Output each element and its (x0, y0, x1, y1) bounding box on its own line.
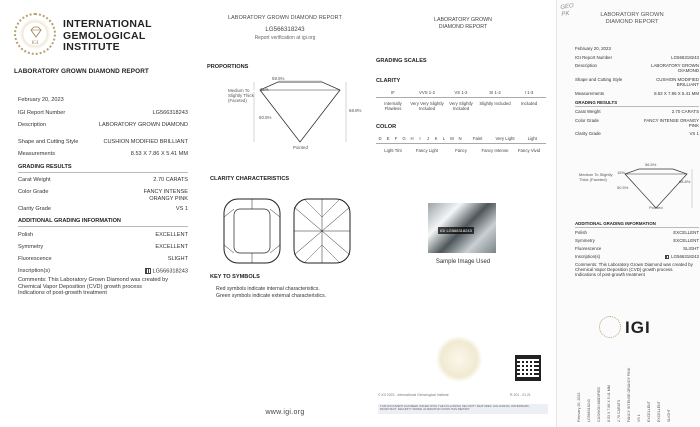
proportions-panel (200, 0, 370, 427)
divider (18, 172, 188, 173)
form-code: R-201 - 01.21 (510, 393, 531, 397)
mid-report-title: LABORATORY GROWN DIAMOND REPORT (227, 15, 343, 21)
table-percent: 59.5% (272, 76, 285, 81)
right-report-title: LABORATORY GROWN DIAMOND REPORT (434, 17, 492, 30)
report-summary-panel: IGI INTERNATIONAL GEMOLOGICAL INSTITUTE LABORATORY GROWN DIAMOND REPORT February 20, 2023 IGI Report Number LG566318243 Description LABORATORY GROWN DIAMOND Shape and Cutting Style CUSHION MODIFIED BRILLIANT Measurements 8.53 X 7.86 X 5.41 MM GRADING RESULTS Carat Weight 2.70 CARATS Color Grade FANCY INTENSE ORANGY PINK Clarity Grade VS 1 ADDITIONAL GRADING INFORMATION Polish EXCELLENT Symmetry EXCELLENT Fluorescence SLIGHT Inscription(s) LG566318243 Comments: This Laboratory Grown Diamond was created by Chemical Vapor Deposition (CVD) growth process Indications of post-growth treatment (0, 0, 200, 427)
card-title: LABORATORY GROWN DIAMOND REPORT (600, 12, 664, 25)
color-letter-row: D E F G H I J K L M N Faint Very Light Light (378, 136, 537, 141)
key-green-text: Green symbols indicate external characteristics. (216, 293, 327, 299)
card-grading-heading: GRADING RESULTS (575, 100, 618, 105)
rot-line: EXCELLENT (647, 401, 651, 422)
pavilion-percent: 50.5% (259, 115, 272, 120)
clarity-desc-row: Internally Flawless Very Very Slightly Included Very Slightly Included Slightly Included Included (384, 101, 538, 111)
divider (575, 106, 699, 107)
sample-inscription-text: IGI LG566318243 (440, 228, 472, 233)
proportions-heading: PROPORTIONS (207, 64, 249, 70)
igi-seal-icon (599, 316, 621, 338)
diamond-icon (29, 25, 43, 39)
color-scale-heading: COLOR (376, 124, 397, 130)
rot-line: EXCELLENT (657, 401, 661, 422)
handwritten-note: GEO PK (560, 3, 575, 18)
fancy-color-row: Light Tint Fancy Light Fancy Fancy Intense Fancy Vivid (384, 148, 541, 153)
security-notice: THIS DOCUMENT HAS BEEN ISSUED WITH THE FOLLOWING SECURITY FEATURES: HOLOGRAM, WATERMARK, MICROTEXT, SECURITY PAPER. ALTERATION VOIDS THIS REPORT. (378, 404, 548, 414)
rot-line: SLIGHT (667, 409, 671, 422)
card-depth-percent: 68.8% (679, 179, 691, 184)
card-table-percent: 56.5% (645, 162, 657, 167)
post-growth-note: Indications of post-growth treatment (18, 290, 107, 297)
rot-line: FANCY INTENSE ORANGY PINK (627, 367, 631, 422)
qr-code[interactable] (515, 355, 541, 381)
report-heading: LABORATORY GROWN DIAMOND REPORT (14, 68, 149, 75)
institute-name: INTERNATIONAL GEMOLOGICAL INSTITUTE (63, 18, 152, 53)
seal-text: IGI (31, 41, 39, 46)
card-additional-heading: ADDITIONAL GRADING INFORMATION (575, 221, 656, 226)
rot-line: 2.70 CARATS (617, 399, 621, 422)
clarity-plot-crown (222, 197, 282, 265)
grading-scales-heading: GRADING SCALES (376, 58, 427, 64)
sample-image-caption: Sample Image Used (435, 259, 491, 265)
clarity-scale-heading: CLARITY (376, 78, 401, 84)
key-to-symbols-heading: KEY TO SYMBOLS (210, 274, 260, 280)
verification-text: Report verification at igi.org (254, 35, 316, 41)
grading-results-heading: GRADING RESULTS (18, 164, 72, 170)
divider (376, 143, 546, 144)
grading-scales-panel (370, 0, 556, 427)
igi-seal-logo (14, 13, 56, 55)
igi-logo (599, 316, 659, 340)
card-girdle-label: Medium To Slightly Thick (Faceted) (579, 172, 613, 182)
divider (575, 227, 699, 228)
depth-percent: 68.8% (349, 108, 362, 113)
card-inscription-qr-icon (665, 255, 669, 259)
igi-logo-text: IGI (625, 318, 651, 337)
rot-line: 8.53 X 7.86 X 5.41 MM (607, 385, 611, 422)
crown-percent: 15% (260, 87, 269, 92)
rot-line: CUSHION MODIFIED (597, 386, 601, 422)
rotated-summary-block (575, 352, 695, 422)
mid-report-number: LG566318243 (265, 26, 305, 33)
comments-text: Comments: This Laboratory Grown Diamond was created by Chemical Vapor Deposition (CVD) growth process Indications of post-growth treatment (18, 277, 188, 297)
girdle-label: Medium To Slightly Thick (Faceted) (228, 88, 254, 103)
rot-line: LG566318243 (587, 399, 591, 422)
card-crown-percent: 15% (617, 170, 626, 175)
card-comments: Comments: This Laboratory Grown Diamond was created by Chemical Vapor Deposition (CVD) growth process. Indications of post-growth treatment (575, 262, 699, 277)
inscription-qr-icon (145, 268, 151, 274)
clarity-characteristics-heading: CLARITY CHARACTERISTICS (210, 176, 290, 182)
additional-grading-heading: ADDITIONAL GRADING INFORMATION (18, 218, 121, 224)
divider (376, 97, 546, 98)
rot-line: February 20, 2023 (577, 392, 581, 422)
rot-line: VS 1 (637, 414, 641, 422)
clarity-grade-row: IF VVS 1-2 VS 1-2 SI 1-2 I 1-3 (391, 90, 534, 95)
divider (18, 226, 188, 227)
copyright-text: © IGI 2023 - International Gemological Institute (378, 393, 449, 397)
card-culet-label: Pointed (649, 205, 663, 210)
card-post-growth: Indications of post-growth treatment (575, 272, 645, 278)
culet-label: Pointed (293, 145, 308, 150)
clarity-plot-pavilion (292, 197, 352, 265)
wallet-card-panel: GEO PK LABORATORY GROWN DIAMOND REPORT February 20, 2023 IGI Report Number LG566318243 Description LABORATORY GROWN DIAMOND Shape and Cutting Style CUSHION MODIFIED BRILLIANT Measurements 8.53 X 7.86 X 5.41 MM GRADING RESULTS Carat Weight 2.70 CARATS Color Grade FANCY INTENSE ORANGY PINK Clarity Grade VS 1 56.5% 15% 50.5% 68.8% Medium To Slightly Thick (Faceted) Pointed ADDITIONAL GRADING INFORMATION Polish EXCELLENT Symmetry EXCELLENT Fluorescence SLIGHT Inscription(s) LG566318243 Comments: This Laboratory Grown Diamond was created by Chemical Vapor Deposition (CVD) growth process. Indications of post-growth treatment IGI February 20, 2023 LG566318243 CUSHION MODIFIED 8.53 X 7.86 X 5.41 MM 2.70 CARATS FANCY INTENSE ORANGY PINK VS 1 EXCELLENT EXCELLENT SLIGHT (556, 0, 700, 427)
website-link[interactable]: www.igi.org (265, 409, 305, 416)
card-pavilion-percent: 50.5% (617, 185, 629, 190)
key-red-text: Red symbols indicate internal characteristics. (216, 286, 320, 292)
hologram-seal (436, 336, 482, 382)
